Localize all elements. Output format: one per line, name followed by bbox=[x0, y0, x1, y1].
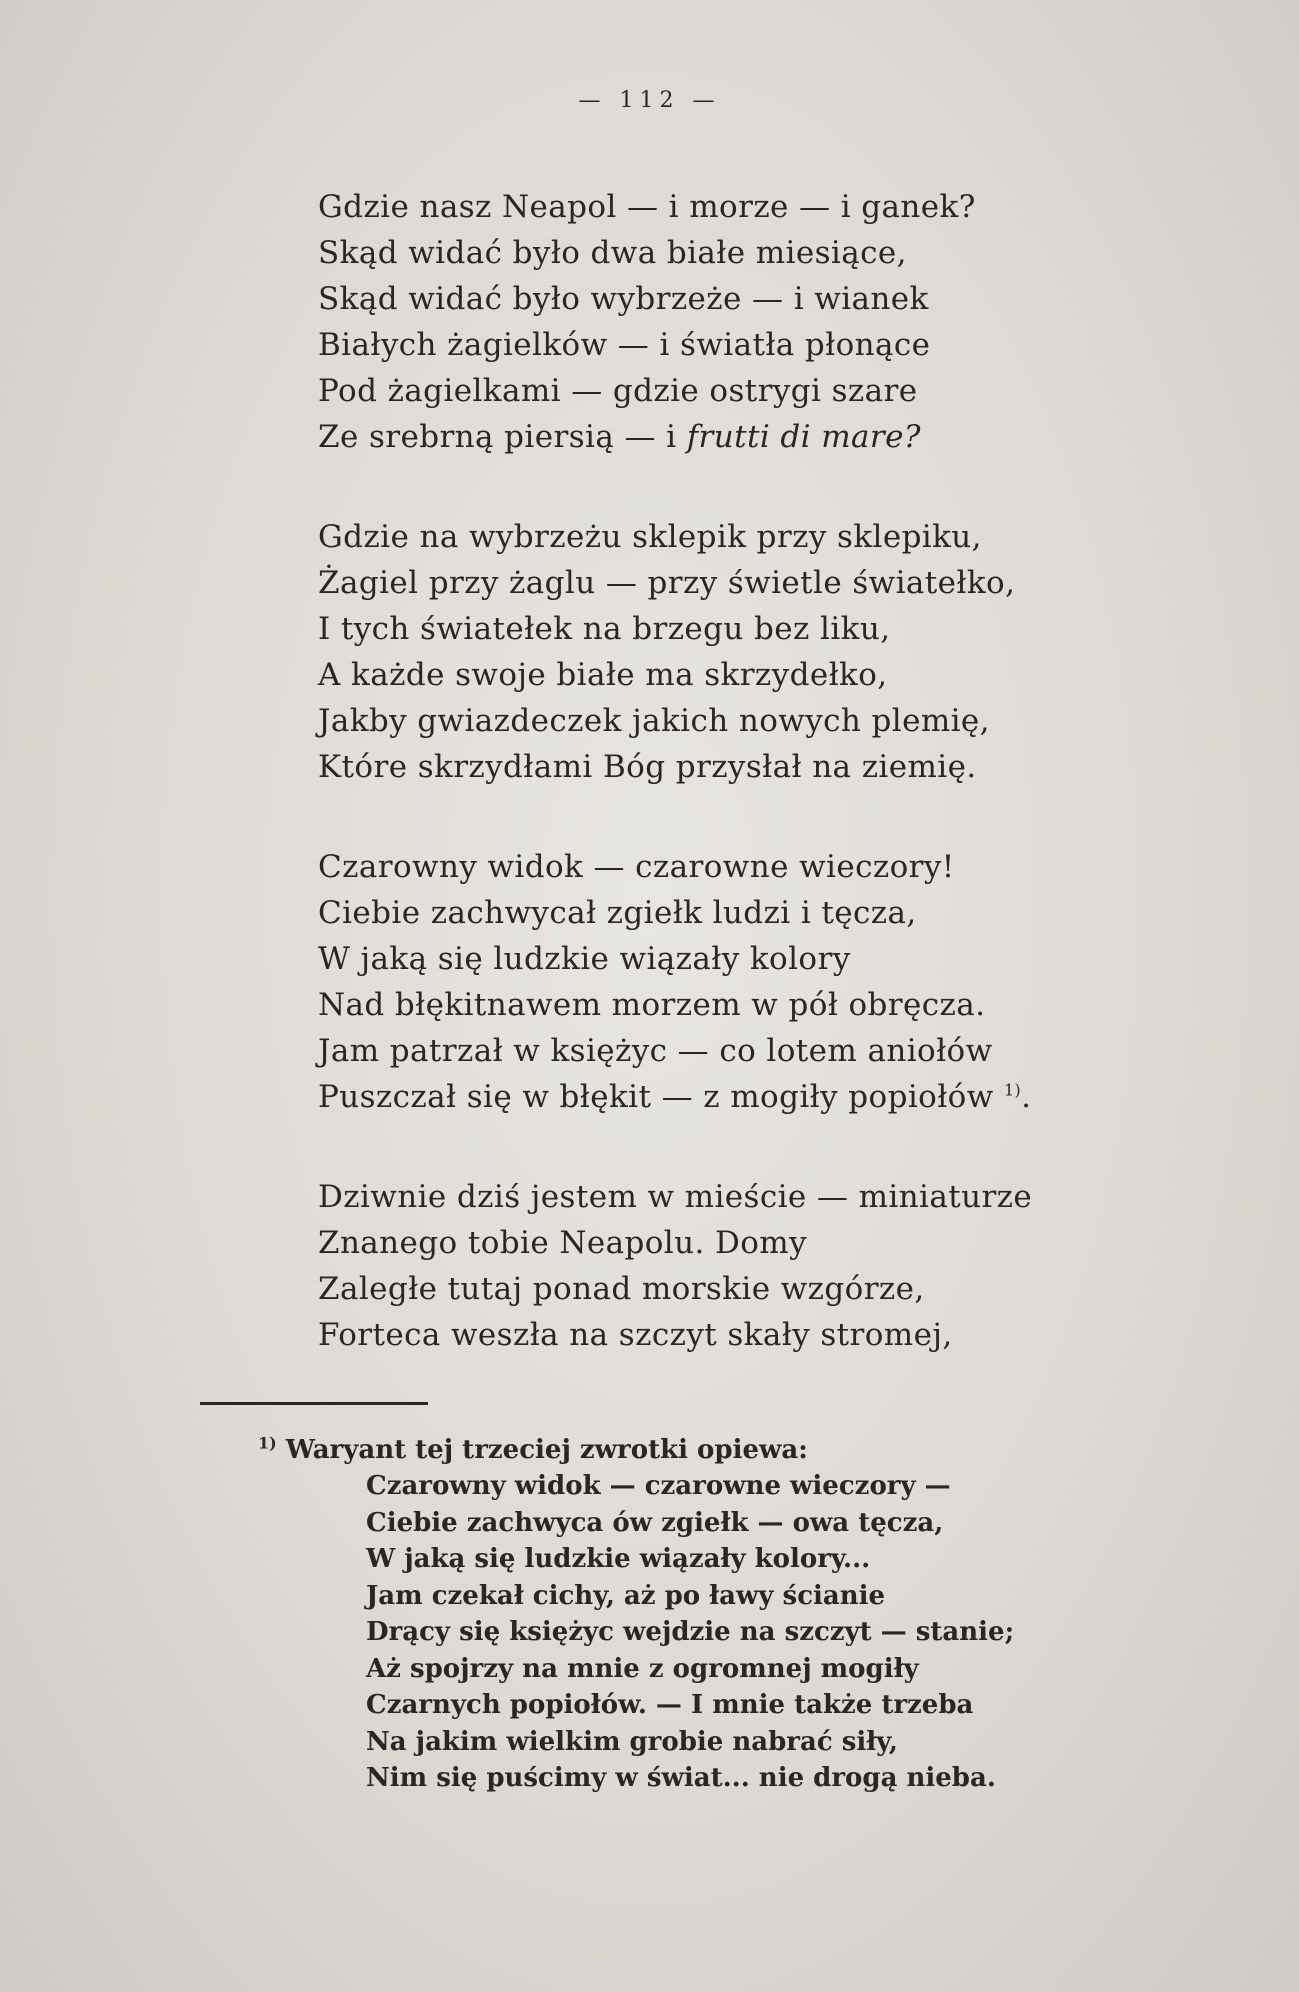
verse-line: Forteca weszła na szczyt skały stromej, bbox=[318, 1317, 953, 1353]
page-number: — 112 — bbox=[578, 88, 721, 113]
verse-line: Nad błękitnawem morzem w pół obręcza. bbox=[318, 987, 986, 1023]
footnote-divider bbox=[200, 1402, 428, 1405]
footnote-variant-stanza bbox=[366, 1468, 1158, 1797]
verse-line: Jam patrzał w księżyc — co lotem aniołów bbox=[318, 1033, 993, 1069]
footnote-line: Drący się księżyc wejdzie na szczyt — stanie; bbox=[366, 1617, 1015, 1647]
verse-line: Gdzie nasz Neapol — i morze — i ganek? bbox=[318, 189, 976, 225]
verse-line: Pod żagielkami — gdzie ostrygi szare bbox=[318, 373, 918, 409]
footnote-line: Jam czekał cichy, aż po ławy ścianie bbox=[366, 1580, 886, 1611]
footnote-line: Czarnych popiołów. — I mnie także trzeba bbox=[366, 1690, 974, 1720]
footnote-line: Czarowny widok — czarowne wieczory — bbox=[366, 1471, 951, 1501]
verse-line-with-italic bbox=[318, 414, 1118, 460]
verse-text: Puszczał się w błękit — z mogiły popiołów bbox=[318, 1079, 994, 1115]
verse-line: Dziwnie dziś jestem w mieście — miniaturze bbox=[318, 1179, 1033, 1215]
verse-line: Znanego tobie Neapolu. Domy bbox=[318, 1225, 808, 1261]
italic-phrase: frutti di mare? bbox=[686, 419, 921, 455]
footnote-line: Na jakim wielkim grobie nabrać siły, bbox=[366, 1726, 898, 1757]
footnote-marker: 1) bbox=[258, 1433, 277, 1453]
stanza-2 bbox=[318, 514, 1118, 790]
stanza-1 bbox=[318, 184, 1118, 460]
footnote-line: W jaką się ludzkie wiązały kolory... bbox=[366, 1544, 871, 1574]
footnote-intro-text: Waryant tej trzeciej zwrotki opiewa: bbox=[285, 1435, 808, 1465]
verse-line-with-footnote-ref bbox=[318, 1074, 1118, 1120]
stanza-4 bbox=[318, 1174, 1118, 1358]
verse-line: Które skrzydłami Bóg przysłał na ziemię. bbox=[318, 749, 977, 785]
verse-line: Ciebie zachwycał zgiełk ludzi i tęcza, bbox=[318, 895, 917, 931]
footnote bbox=[258, 1432, 1158, 1797]
verse-line: Skąd widać było wybrzeże — i wianek bbox=[318, 281, 929, 317]
verse-punctuation: . bbox=[1021, 1079, 1032, 1115]
verse-line: Zaległe tutaj ponad morskie wzgórze, bbox=[318, 1271, 925, 1307]
footnote-line: Nim się puścimy w świat... nie drogą nieba. bbox=[366, 1763, 996, 1793]
verse-line: Jakby gwiazdeczek jakich nowych plemię, bbox=[318, 703, 990, 739]
footnote-intro bbox=[258, 1432, 1158, 1468]
stanza-3 bbox=[318, 844, 1118, 1120]
verse-line: Białych żagielków — i światła płonące bbox=[318, 327, 931, 363]
verse-line: I tych światełek na brzegu bez liku, bbox=[318, 611, 891, 647]
footnote-reference: 1) bbox=[1003, 1080, 1022, 1100]
footnote-line: Ciebie zachwyca ów zgiełk — owa tęcza, bbox=[366, 1507, 944, 1538]
verse-line: A każde swoje białe ma skrzydełko, bbox=[318, 657, 888, 693]
verse-text: Ze srebrną piersią — i bbox=[318, 419, 687, 455]
verse-line: Czarowny widok — czarowne wieczory! bbox=[318, 849, 955, 885]
verse-line: Żagiel przy żaglu — przy świetle światełko, bbox=[318, 565, 1016, 601]
footnote-line: Aż spojrzy na mnie z ogromnej mogiły bbox=[366, 1653, 919, 1684]
poem bbox=[318, 184, 1118, 1412]
verse-line: Skąd widać było dwa białe miesiące, bbox=[318, 235, 907, 271]
verse-line: W jaką się ludzkie wiązały kolory bbox=[318, 941, 851, 977]
verse-line: Gdzie na wybrzeżu sklepik przy sklepiku, bbox=[318, 519, 982, 555]
